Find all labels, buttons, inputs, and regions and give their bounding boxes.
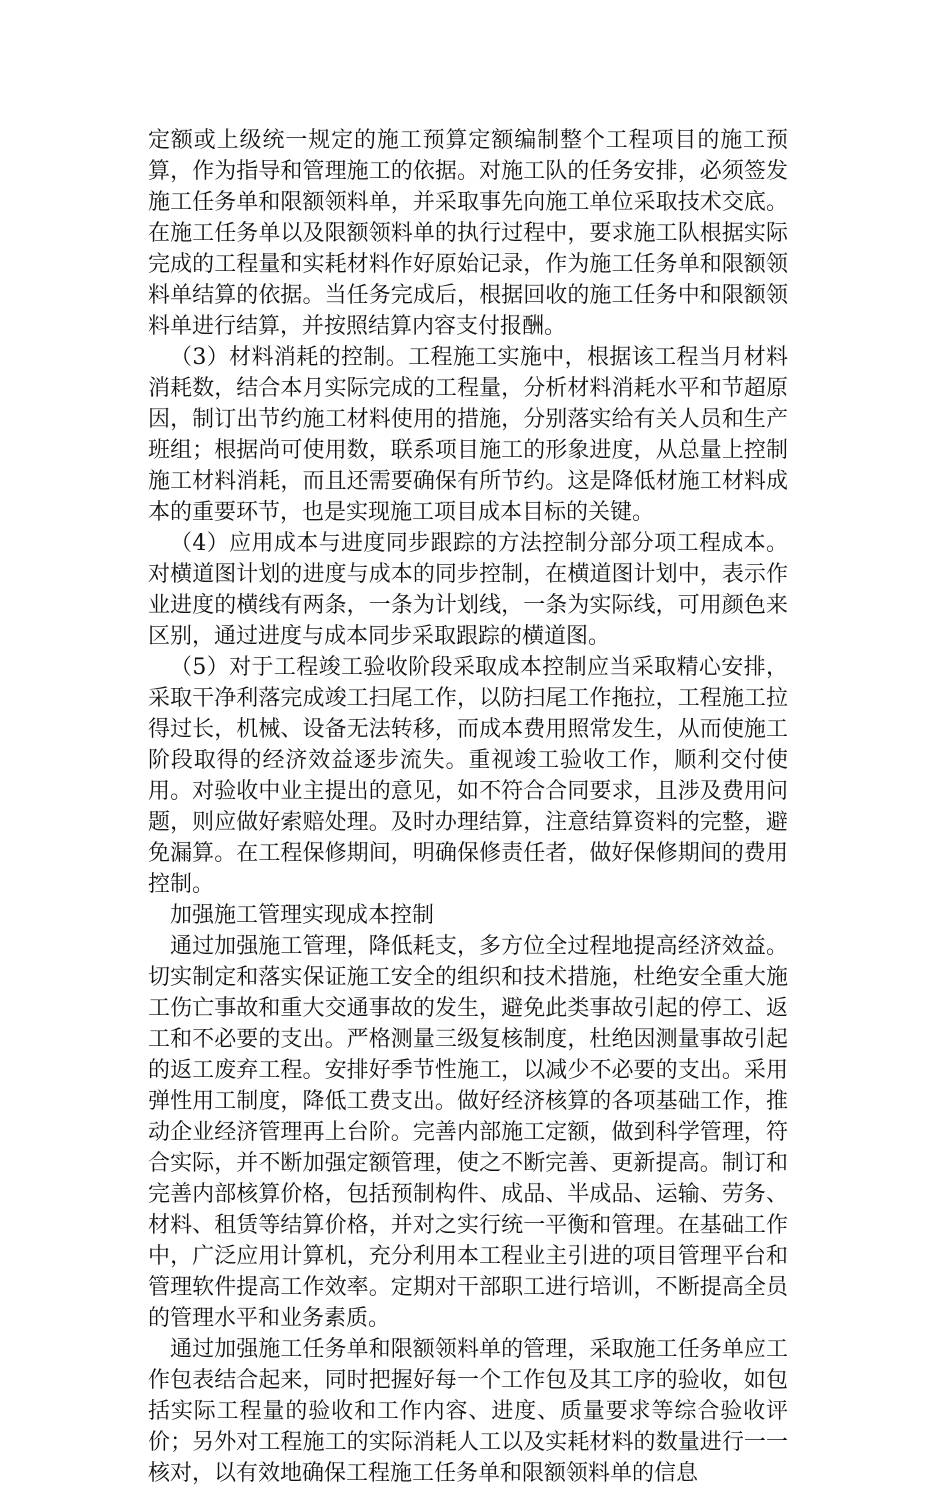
paragraph-continuation: 定额或上级统一规定的施工预算定额编制整个工程项目的施工预算，作为指导和管理施工的依据。对施工队的任务安排，必须签发施工任务单和限额领料单，并采取事先向施工单位采取技术交底。在施工任务单以及限额领料单的执行过程中，要求施工队根据实际完成的工程量和实耗材料作好原始记录，作为施工任务单和限额领料单结算的依据。当任务完成后，根据回收的施工任务中和限额领料单进行结算，并按照结算内容支付报酬。 xyxy=(148,128,788,339)
paragraph-progress-tracking: （4）应用成本与进度同步跟踪的方法控制分部分项工程成本。对横道图计划的进度与成本的同步控制，在横道图计划中，表示作业进度的横线有两条，一条为计划线，一条为实际线，可用颜色来区别，通过进度与成本同步采取跟踪的横道图。 xyxy=(148,531,788,649)
section-heading: 加强施工管理实现成本控制 xyxy=(170,903,435,928)
paragraph-completion-acceptance: （5）对于工程竣工验收阶段采取成本控制应当采取精心安排，采取干净利落完成竣工扫尾工作，以防扫尾工作拖拉，工程施工拉得过长，机械、设备无法转移，而成本费用照常发生，从而使施工阶段取得的经济效益逐步流失。重视竣工验收工作，顺利交付使用。对验收中业主提出的意见，如不符合合同要求，且涉及费用问题，则应做好索赔处理。及时办理结算，注意结算资料的完整，避免漏算。在工程保修期间，明确保修责任者，做好保修期间的费用控制。 xyxy=(148,655,788,897)
paragraph-construction-management: 通过加强施工管理，降低耗支，多方位全过程地提高经济效益。切实制定和落实保证施工安全的组织和技术措施，杜绝安全重大施工伤亡事故和重大交通事故的发生，避免此类事故引起的停工、返工和不必要的支出。严格测量三级复核制度，杜绝因测量事故引起的返工废弃工程。安排好季节性施工，以减少不必要的支出。采用弹性用工制度，降低工费支出。做好经济核算的各项基础工作，推动企业经济管理再上台阶。完善内部施工定额，做到科学管理，符合实际，并不断加强定额管理，使之不断完善、更新提高。制订和完善内部核算价格，包括预制构件、成品、半成品、运输、劳务、材料、租赁等结算价格，并对之实行统一平衡和管理。在基础工作中，广泛应用计算机，充分利用本工程业主引进的项目管理平台和管理软件提高工作效率。定期对干部职工进行培训，不断提高全员的管理水平和业务素质。 xyxy=(148,934,788,1331)
paragraph-task-sheet-management: 通过加强施工任务单和限额领料单的管理，采取施工任务单应工作包表结合起来，同时把握好每一个工作包及其工序的验收，如包括实际工程量的验收和工作内容、进度、质量要求等综合验收评价；另外对工程施工的实际消耗人工以及实耗材料的数量进行一一核对，以有效地确保工程施工任务单和限额领料单的信息 xyxy=(148,1337,788,1486)
paragraph-material-consumption: （3）材料消耗的控制。工程施工实施中，根据该工程当月材料消耗数，结合本月实际完成的工程量，分析材料消耗水平和节超原因，制订出节约施工材料使用的措施，分别落实给有关人员和生产班组；根据尚可使用数，联系项目施工的形象进度，从总量上控制施工材料消耗，而且还需要确保有所节约。这是降低材施工材料成本的重要环节，也是实现施工项目成本目标的关键。 xyxy=(148,345,788,525)
document-body xyxy=(148,125,788,1489)
